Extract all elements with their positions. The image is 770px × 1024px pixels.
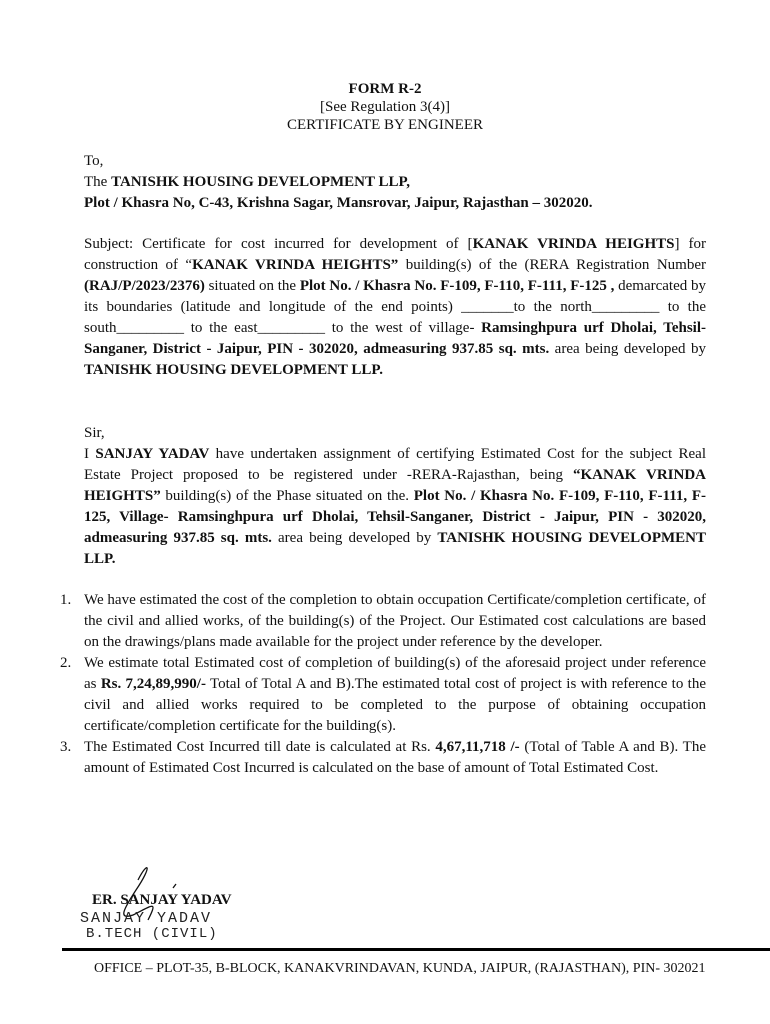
certificate-title: CERTIFICATE BY ENGINEER [286,117,484,133]
engineer-name: ER. SANJAY YADAV [92,892,232,908]
list-item: 1. We have estimated the cost of the completion to obtain occupation Certificate/completion certificate, of the civil and allied works, of the building(s) of the Project. Our Estimated cost calculations are based on the drawings/plans made available for the project under reference by the developer. [60,592,706,650]
subject-paragraph: Subject: Certificate for cost incurred for development of [KANAK VRINDA HEIGHTS] for construction of “KANAK VRINDA HEIGHTS” building(s) of the (RERA Registration Number (RAJ/P/2023/2376) situated on the Plot No. / Khasra No. F-109, F-110, F-111, F-125 , demarcated by its boundaries (latitude and longitude of the end points) _______to the north_________ to the south_________ to the east_________ to the west of village- Ramsinghpura urf Dholai, Tehsil- Sanganer, District - Jaipur, PIN - 302020, admeasuring 937.85 sq. mts. area being developed by TANISHK HOUSING DEVELOPMENT LLP. [84,236,706,378]
salutation: Sir, [84,425,105,441]
form-title: FORM R-2 [348,81,422,97]
signature-block [78,860,278,950]
list-item: 2. We estimate total Estimated cost of completion of building(s) of the aforesaid project under reference as Rs. 7,24,89,990/- Total of Total A and B).The estimated total cost of project is with reference to the civil and allied works required to be completed to the purpose of obtaining occupation certificate/completion certificate for the building(s). [60,655,706,734]
stamp-qualification: B.TECH (CIVIL) [86,926,218,942]
numbered-list [52,590,706,779]
addressee-company: The TANISHK HOUSING DEVELOPMENT LLP, [84,174,411,190]
footer-divider [62,948,770,951]
addressee-block [84,151,710,214]
regulation-reference: [See Regulation 3(4)] [320,99,450,115]
stamp-name: SANJAY YADAV [80,910,213,927]
list-item: 3. The Estimated Cost Incurred till date is calculated at Rs. 4,67,11,718 /- (Total of Table A and B). The amount of Estimated Cost Incurred is calculated on the base of amount of Total Estimated Cost. [60,739,707,776]
form-heading [0,80,770,134]
sir-paragraph [84,423,706,570]
to-label: To, [84,153,104,169]
engineer-statement: I SANJAY YADAV have undertaken assignment of certifying Estimated Cost for the subject Real Estate Project proposed to be registered under -RERA-Rajasthan, being “KANAK VRINDA HEIGHTS” building(s) of the Phase situated on the. Plot No. / Khasra No. F-109, F-110, F-111, F-125, Village- Ramsinghpura urf Dholai, Tehsil-Sanganer, District - Jaipur, PIN - 302020, admeasuring 937.85 sq. mts. area being developed by TANISHK HOUSING DEVELOPMENT LLP. [84,446,707,567]
office-address: OFFICE – PLOT-35, B-BLOCK, KANAKVRINDAVAN, KUNDA, JAIPUR, (RAJASTHAN), PIN- 302021 [94,961,706,976]
addressee-location: Plot / Khasra No, C-43, Krishna Sagar, Mansrovar, Jaipur, Rajasthan – 302020. [84,195,593,211]
